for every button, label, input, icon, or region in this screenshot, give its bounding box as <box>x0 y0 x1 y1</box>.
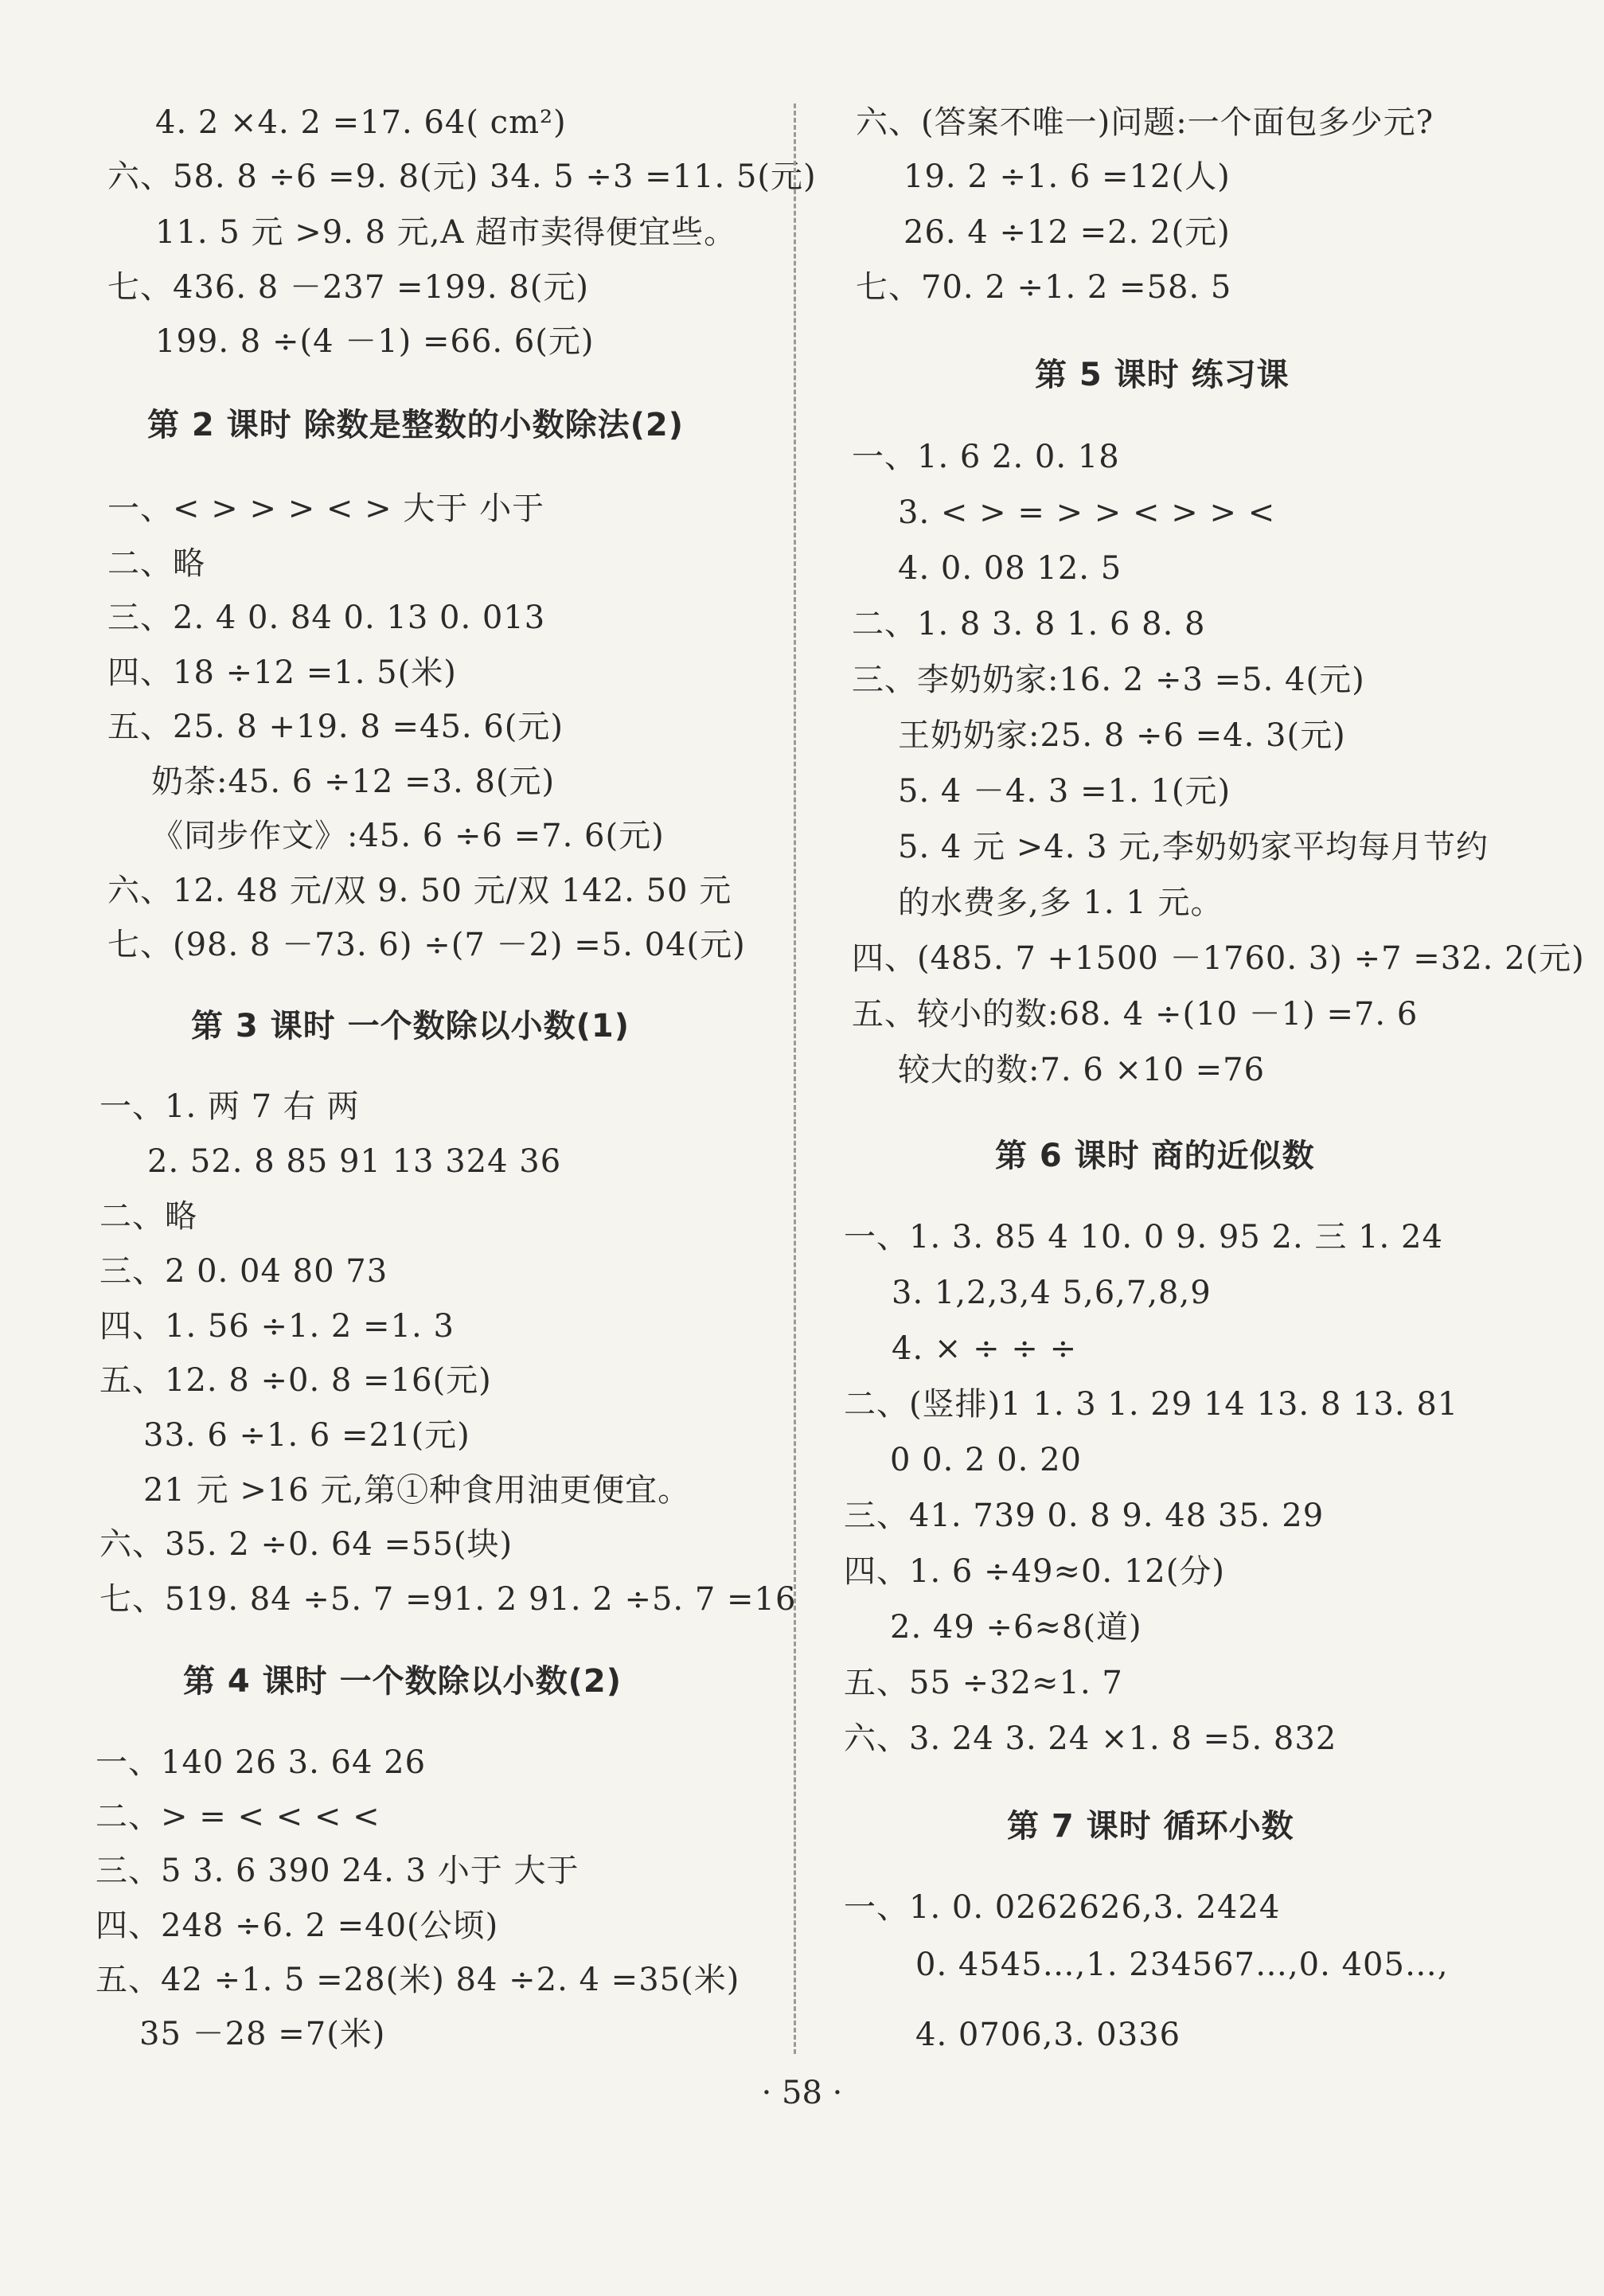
answer-line: 三、李奶奶家:16. 2 ÷3 =5. 4(元) <box>852 662 1365 698</box>
answer-line: 0. 4545…,1. 234567…,0. 405…, <box>915 1947 1449 1983</box>
answer-line: 七、(98. 8 －73. 6) ÷(7 －2) =5. 04(元) <box>107 927 746 963</box>
answer-line: 六、58. 8 ÷6 =9. 8(元) 34. 5 ÷3 =11. 5(元) <box>107 158 817 195</box>
answer-line: 2. 49 ÷6≈8(道) <box>890 1609 1142 1646</box>
answer-line: 五、55 ÷32≈1. 7 <box>844 1665 1123 1701</box>
answer-line: 35 －28 =7(米) <box>139 2016 386 2052</box>
answer-line: 一、1. 0. 0262626,3. 2424 <box>844 1889 1281 1926</box>
answer-line: 5. 4 元 >4. 3 元,李奶奶家平均每月节约 <box>898 829 1489 865</box>
answer-line: 4. 2 ×4. 2 =17. 64( cm²) <box>155 104 567 141</box>
section-heading: 第 6 课时 商的近似数 <box>995 1138 1315 1174</box>
answer-line: 3. 1,2,3,4 5,6,7,8,9 <box>892 1275 1212 1311</box>
answer-line: 3. < > = > > < > > < <box>898 494 1276 531</box>
answer-line: 王奶奶家:25. 8 ÷6 =4. 3(元) <box>898 717 1346 754</box>
answer-line: 二、略 <box>100 1198 197 1235</box>
section-heading: 第 4 课时 一个数除以小数(2) <box>183 1663 622 1700</box>
answer-line: 199. 8 ÷(4 －1) =66. 6(元) <box>155 323 595 360</box>
answer-line: 四、248 ÷6. 2 =40(公顷) <box>96 1907 499 1944</box>
answer-line: 二、> = < < < < <box>96 1798 381 1835</box>
answer-line: 26. 4 ÷12 =2. 2(元) <box>903 214 1231 251</box>
section-heading: 第 3 课时 一个数除以小数(1) <box>191 1008 630 1045</box>
answer-line: 四、18 ÷12 =1. 5(米) <box>107 654 457 691</box>
section-heading: 第 2 课时 除数是整数的小数除法(2) <box>147 407 685 443</box>
answer-line: 0 0. 2 0. 20 <box>890 1442 1082 1478</box>
answer-line: 五、25. 8 +19. 8 =45. 6(元) <box>107 709 564 745</box>
answer-line: 五、12. 8 ÷0. 8 =16(元) <box>100 1362 492 1399</box>
page-number: · 58 · <box>761 2075 843 2111</box>
answer-line: 《同步作文》:45. 6 ÷6 =7. 6(元) <box>151 818 665 854</box>
answer-line: 一、1. 3. 85 4 10. 0 9. 95 2. 三 1. 24 <box>844 1219 1443 1255</box>
answer-line: 4. 0706,3. 0336 <box>915 2017 1181 2053</box>
answer-line: 三、2 0. 04 80 73 <box>100 1253 388 1290</box>
answer-line: 奶茶:45. 6 ÷12 =3. 8(元) <box>151 763 556 800</box>
answer-line: 六、(答案不唯一)问题:一个面包多少元? <box>856 104 1434 141</box>
column-divider <box>794 103 796 2054</box>
answer-line: 一、1. 两 7 右 两 <box>100 1088 360 1125</box>
answer-line: 三、41. 739 0. 8 9. 48 35. 29 <box>844 1497 1325 1534</box>
answer-line: 2. 52. 8 85 91 13 324 36 <box>147 1143 562 1180</box>
section-heading: 第 7 课时 循环小数 <box>1007 1808 1294 1845</box>
answer-line: 四、1. 6 ÷49≈0. 12(分) <box>844 1553 1225 1590</box>
answer-line: 4. × ÷ ÷ ÷ <box>892 1330 1078 1367</box>
answer-line: 4. 0. 08 12. 5 <box>898 550 1122 587</box>
answer-line: 的水费多,多 1. 1 元。 <box>898 884 1223 921</box>
answer-line: 一、1. 6 2. 0. 18 <box>852 439 1120 475</box>
answer-line: 二、(竖排)1 1. 3 1. 29 14 13. 8 13. 81 <box>844 1386 1459 1423</box>
answer-line: 六、12. 48 元/双 9. 50 元/双 142. 50 元 <box>107 873 732 909</box>
answer-line: 二、1. 8 3. 8 1. 6 8. 8 <box>852 606 1206 642</box>
section-heading: 第 5 课时 练习课 <box>1035 357 1290 393</box>
answer-line: 五、42 ÷1. 5 =28(米) 84 ÷2. 4 =35(米) <box>96 1962 740 1998</box>
answer-line: 一、< > > > < > 大于 小于 <box>107 490 545 527</box>
answer-line: 11. 5 元 >9. 8 元,A 超市卖得便宜些。 <box>155 214 737 251</box>
answer-line: 三、2. 4 0. 84 0. 13 0. 013 <box>107 599 546 636</box>
answer-line: 33. 6 ÷1. 6 =21(元) <box>143 1417 470 1454</box>
answer-line: 21 元 >16 元,第①种食用油更便宜。 <box>143 1472 691 1509</box>
answer-line: 二、略 <box>107 545 205 582</box>
answer-line: 六、35. 2 ÷0. 64 =55(块) <box>100 1526 513 1563</box>
answer-line: 六、3. 24 3. 24 ×1. 8 =5. 832 <box>844 1720 1337 1757</box>
answer-line: 四、(485. 7 +1500 －1760. 3) ÷7 =32. 2(元) <box>852 940 1585 977</box>
answer-line: 七、436. 8 －237 =199. 8(元) <box>107 269 589 306</box>
answer-line: 19. 2 ÷1. 6 =12(人) <box>903 158 1231 195</box>
answer-line: 较大的数:7. 6 ×10 =76 <box>898 1052 1266 1088</box>
answer-line: 一、140 26 3. 64 26 <box>96 1744 427 1781</box>
answer-line: 三、5 3. 6 390 24. 3 小于 大于 <box>96 1853 580 1889</box>
answer-line: 七、70. 2 ÷1. 2 =58. 5 <box>856 269 1232 306</box>
answer-line: 五、较小的数:68. 4 ÷(10 －1) =7. 6 <box>852 996 1419 1033</box>
answer-line: 七、519. 84 ÷5. 7 =91. 2 91. 2 ÷5. 7 =16 <box>100 1581 797 1618</box>
answer-line: 四、1. 56 ÷1. 2 =1. 3 <box>100 1308 455 1345</box>
answer-line: 5. 4 －4. 3 =1. 1(元) <box>898 773 1231 810</box>
